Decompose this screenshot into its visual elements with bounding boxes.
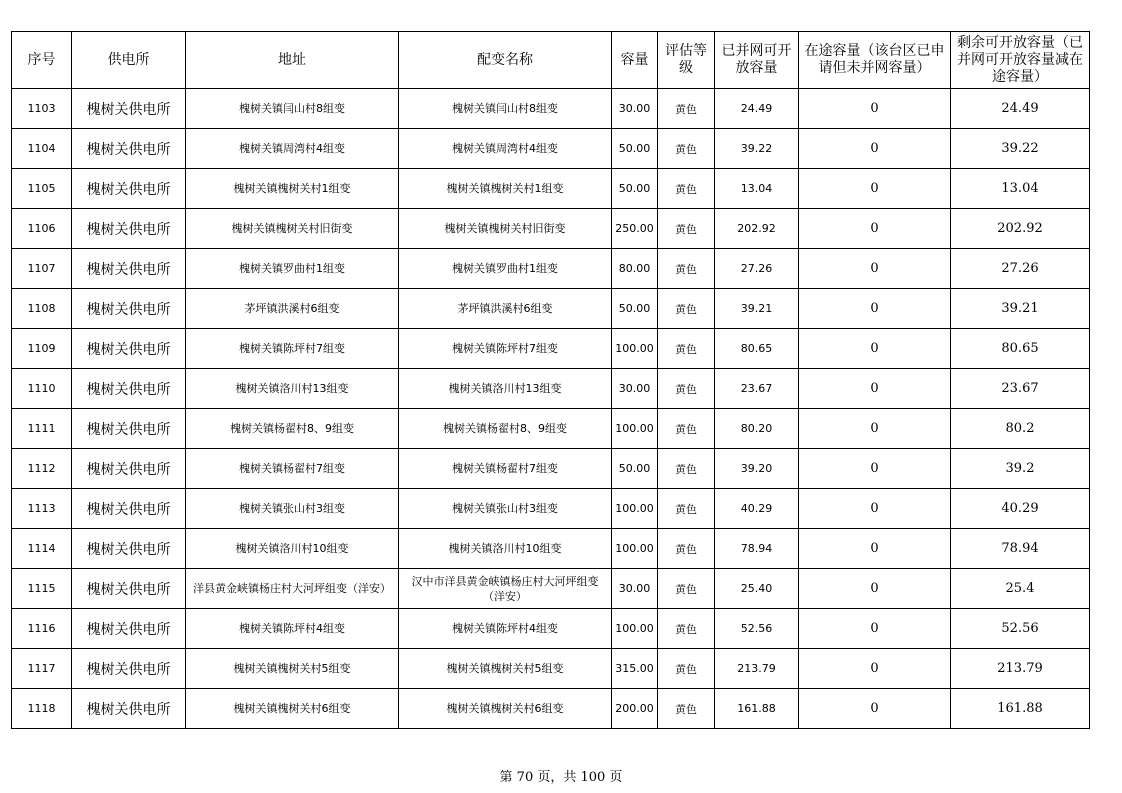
cell-capacity: 315.00 <box>612 649 658 689</box>
header-capacity: 容量 <box>612 32 658 89</box>
cell-station: 槐树关供电所 <box>72 249 186 289</box>
cell-no: 1107 <box>12 249 72 289</box>
cell-connected: 40.29 <box>715 489 799 529</box>
cell-connected: 39.21 <box>715 289 799 329</box>
cell-connected: 39.22 <box>715 129 799 169</box>
cell-address: 槐树关镇陈坪村7组变 <box>186 329 399 369</box>
cell-pending: 0 <box>799 169 951 209</box>
cell-no: 1110 <box>12 369 72 409</box>
cell-transformer-name: 槐树关镇洛川村10组变 <box>399 529 612 569</box>
cell-address: 槐树关镇洛川村13组变 <box>186 369 399 409</box>
cell-remaining: 25.4 <box>951 569 1090 609</box>
cell-transformer-name: 槐树关镇杨翟村7组变 <box>399 449 612 489</box>
cell-address: 槐树关镇陈坪村4组变 <box>186 609 399 649</box>
cell-remaining: 52.56 <box>951 609 1090 649</box>
cell-grade: 黄色 <box>658 249 715 289</box>
cell-remaining: 23.67 <box>951 369 1090 409</box>
cell-capacity: 30.00 <box>612 569 658 609</box>
cell-connected: 80.20 <box>715 409 799 449</box>
cell-capacity: 50.00 <box>612 129 658 169</box>
cell-no: 1106 <box>12 209 72 249</box>
cell-address: 洋县黄金峡镇杨庄村大河坪组变（洋安） <box>186 569 399 609</box>
cell-transformer-name: 槐树关镇槐树关村旧街变 <box>399 209 612 249</box>
cell-grade: 黄色 <box>658 129 715 169</box>
cell-address: 槐树关镇槐树关村1组变 <box>186 169 399 209</box>
cell-pending: 0 <box>799 609 951 649</box>
cell-capacity: 50.00 <box>612 289 658 329</box>
cell-grade: 黄色 <box>658 489 715 529</box>
cell-pending: 0 <box>799 449 951 489</box>
cell-connected: 213.79 <box>715 649 799 689</box>
capacity-table <box>11 31 1090 729</box>
cell-remaining: 202.92 <box>951 209 1090 249</box>
cell-station: 槐树关供电所 <box>72 529 186 569</box>
table-row <box>12 649 1090 689</box>
cell-remaining: 27.26 <box>951 249 1090 289</box>
cell-transformer-name: 槐树关镇周湾村4组变 <box>399 129 612 169</box>
header-address: 地址 <box>186 32 399 89</box>
cell-transformer-name: 槐树关镇杨翟村8、9组变 <box>399 409 612 449</box>
cell-address: 槐树关镇闫山村8组变 <box>186 89 399 129</box>
cell-capacity: 100.00 <box>612 609 658 649</box>
header-row <box>12 32 1090 89</box>
header-pending: 在途容量（该台区已申请但未并网容量） <box>799 32 951 89</box>
cell-pending: 0 <box>799 569 951 609</box>
cell-transformer-name: 槐树关镇陈坪村7组变 <box>399 329 612 369</box>
cell-no: 1113 <box>12 489 72 529</box>
cell-remaining: 24.49 <box>951 89 1090 129</box>
table-row <box>12 289 1090 329</box>
cell-capacity: 80.00 <box>612 249 658 289</box>
cell-remaining: 80.2 <box>951 409 1090 449</box>
cell-capacity: 100.00 <box>612 529 658 569</box>
cell-connected: 78.94 <box>715 529 799 569</box>
cell-address: 槐树关镇槐树关村5组变 <box>186 649 399 689</box>
cell-pending: 0 <box>799 489 951 529</box>
cell-address: 槐树关镇槐树关村6组变 <box>186 689 399 729</box>
cell-no: 1104 <box>12 129 72 169</box>
cell-remaining: 40.29 <box>951 489 1090 529</box>
cell-no: 1115 <box>12 569 72 609</box>
cell-grade: 黄色 <box>658 649 715 689</box>
table-row <box>12 409 1090 449</box>
cell-remaining: 78.94 <box>951 529 1090 569</box>
cell-station: 槐树关供电所 <box>72 89 186 129</box>
cell-transformer-name: 槐树关镇洛川村13组变 <box>399 369 612 409</box>
table-row <box>12 489 1090 529</box>
table-row <box>12 369 1090 409</box>
table-row <box>12 209 1090 249</box>
cell-capacity: 50.00 <box>612 169 658 209</box>
cell-capacity: 200.00 <box>612 689 658 729</box>
cell-address: 槐树关镇杨翟村8、9组变 <box>186 409 399 449</box>
cell-no: 1105 <box>12 169 72 209</box>
header-no: 序号 <box>12 32 72 89</box>
header-remaining: 剩余可开放容量（已并网可开放容量减在途容量） <box>951 32 1090 89</box>
cell-address: 槐树关镇杨翟村7组变 <box>186 449 399 489</box>
cell-address: 槐树关镇洛川村10组变 <box>186 529 399 569</box>
header-grade: 评估等级 <box>658 32 715 89</box>
cell-no: 1109 <box>12 329 72 369</box>
cell-connected: 202.92 <box>715 209 799 249</box>
cell-capacity: 30.00 <box>612 89 658 129</box>
cell-address: 槐树关镇罗曲村1组变 <box>186 249 399 289</box>
cell-grade: 黄色 <box>658 449 715 489</box>
cell-grade: 黄色 <box>658 369 715 409</box>
cell-remaining: 161.88 <box>951 689 1090 729</box>
cell-pending: 0 <box>799 289 951 329</box>
cell-pending: 0 <box>799 249 951 289</box>
cell-grade: 黄色 <box>658 209 715 249</box>
cell-pending: 0 <box>799 649 951 689</box>
cell-grade: 黄色 <box>658 409 715 449</box>
cell-pending: 0 <box>799 689 951 729</box>
cell-station: 槐树关供电所 <box>72 649 186 689</box>
cell-connected: 52.56 <box>715 609 799 649</box>
cell-no: 1116 <box>12 609 72 649</box>
cell-connected: 161.88 <box>715 689 799 729</box>
table-row <box>12 89 1090 129</box>
cell-connected: 23.67 <box>715 369 799 409</box>
table-row <box>12 529 1090 569</box>
cell-address: 槐树关镇槐树关村旧街变 <box>186 209 399 249</box>
cell-grade: 黄色 <box>658 689 715 729</box>
table-row <box>12 129 1090 169</box>
header-connected: 已并网可开放容量 <box>715 32 799 89</box>
cell-remaining: 39.21 <box>951 289 1090 329</box>
cell-no: 1108 <box>12 289 72 329</box>
cell-pending: 0 <box>799 529 951 569</box>
table-row <box>12 249 1090 289</box>
cell-connected: 80.65 <box>715 329 799 369</box>
cell-connected: 24.49 <box>715 89 799 129</box>
cell-capacity: 30.00 <box>612 369 658 409</box>
cell-grade: 黄色 <box>658 169 715 209</box>
cell-station: 槐树关供电所 <box>72 329 186 369</box>
cell-pending: 0 <box>799 89 951 129</box>
cell-station: 槐树关供电所 <box>72 449 186 489</box>
cell-no: 1111 <box>12 409 72 449</box>
cell-transformer-name: 槐树关镇槐树关村5组变 <box>399 649 612 689</box>
cell-station: 槐树关供电所 <box>72 289 186 329</box>
cell-station: 槐树关供电所 <box>72 609 186 649</box>
table-row <box>12 689 1090 729</box>
cell-capacity: 250.00 <box>612 209 658 249</box>
cell-remaining: 39.22 <box>951 129 1090 169</box>
cell-connected: 39.20 <box>715 449 799 489</box>
cell-remaining: 13.04 <box>951 169 1090 209</box>
cell-no: 1114 <box>12 529 72 569</box>
cell-pending: 0 <box>799 369 951 409</box>
cell-capacity: 100.00 <box>612 329 658 369</box>
header-station: 供电所 <box>72 32 186 89</box>
cell-transformer-name: 汉中市洋县黄金峡镇杨庄村大河坪组变（洋安） <box>399 569 612 609</box>
cell-no: 1112 <box>12 449 72 489</box>
cell-connected: 25.40 <box>715 569 799 609</box>
cell-station: 槐树关供电所 <box>72 169 186 209</box>
cell-pending: 0 <box>799 329 951 369</box>
cell-station: 槐树关供电所 <box>72 489 186 529</box>
table-row <box>12 329 1090 369</box>
cell-connected: 13.04 <box>715 169 799 209</box>
cell-address: 槐树关镇周湾村4组变 <box>186 129 399 169</box>
cell-transformer-name: 槐树关镇罗曲村1组变 <box>399 249 612 289</box>
cell-station: 槐树关供电所 <box>72 369 186 409</box>
cell-no: 1118 <box>12 689 72 729</box>
cell-remaining: 213.79 <box>951 649 1090 689</box>
cell-transformer-name: 槐树关镇槐树关村6组变 <box>399 689 612 729</box>
cell-pending: 0 <box>799 209 951 249</box>
cell-no: 1103 <box>12 89 72 129</box>
cell-grade: 黄色 <box>658 609 715 649</box>
cell-station: 槐树关供电所 <box>72 689 186 729</box>
cell-station: 槐树关供电所 <box>72 569 186 609</box>
cell-grade: 黄色 <box>658 569 715 609</box>
cell-remaining: 80.65 <box>951 329 1090 369</box>
cell-address: 槐树关镇张山村3组变 <box>186 489 399 529</box>
cell-transformer-name: 茅坪镇洪溪村6组变 <box>399 289 612 329</box>
cell-transformer-name: 槐树关镇槐树关村1组变 <box>399 169 612 209</box>
cell-transformer-name: 槐树关镇张山村3组变 <box>399 489 612 529</box>
cell-address: 茅坪镇洪溪村6组变 <box>186 289 399 329</box>
cell-transformer-name: 槐树关镇闫山村8组变 <box>399 89 612 129</box>
cell-capacity: 100.00 <box>612 409 658 449</box>
cell-capacity: 50.00 <box>612 449 658 489</box>
cell-capacity: 100.00 <box>612 489 658 529</box>
cell-grade: 黄色 <box>658 529 715 569</box>
cell-station: 槐树关供电所 <box>72 129 186 169</box>
table-row <box>12 609 1090 649</box>
page-number: 第 70 页，共 100 页 <box>499 770 623 785</box>
cell-pending: 0 <box>799 409 951 449</box>
cell-station: 槐树关供电所 <box>72 209 186 249</box>
cell-grade: 黄色 <box>658 289 715 329</box>
table-row <box>12 569 1090 609</box>
cell-no: 1117 <box>12 649 72 689</box>
cell-station: 槐树关供电所 <box>72 409 186 449</box>
cell-pending: 0 <box>799 129 951 169</box>
cell-remaining: 39.2 <box>951 449 1090 489</box>
table-row <box>12 449 1090 489</box>
cell-grade: 黄色 <box>658 329 715 369</box>
cell-transformer-name: 槐树关镇陈坪村4组变 <box>399 609 612 649</box>
cell-connected: 27.26 <box>715 249 799 289</box>
cell-grade: 黄色 <box>658 89 715 129</box>
table-row <box>12 169 1090 209</box>
header-transformer: 配变名称 <box>399 32 612 89</box>
